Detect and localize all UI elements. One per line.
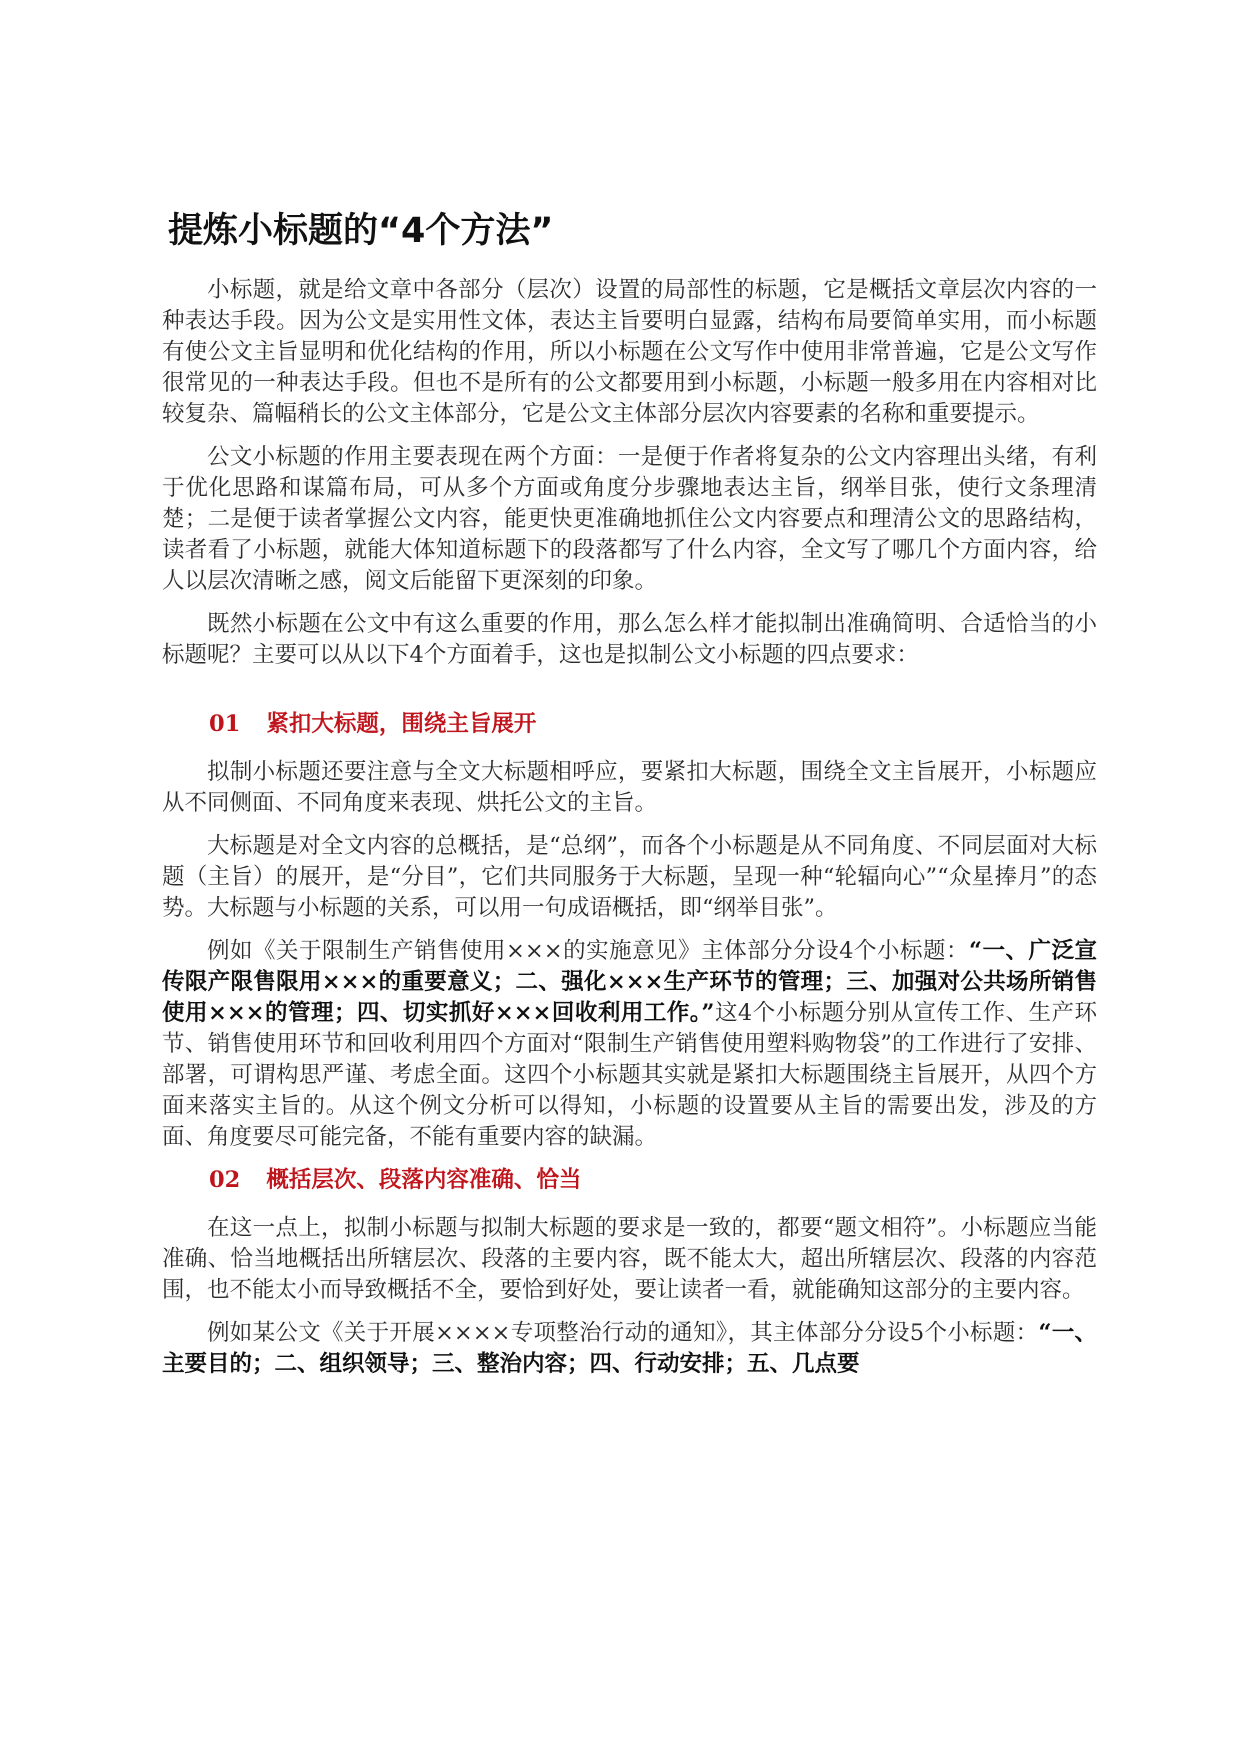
document-title: 提炼小标题的“4个方法”: [168, 211, 554, 251]
section-2-paragraph-2: [162, 1318, 1097, 1380]
section-1-example-subtitles: “一、广泛宣传限产限售限用×××的重要意义；二、强化×××生产环节的管理；三、加强对公共场所销售使用×××的管理；四、切实抓好×××回收利用工作。”: [162, 938, 1097, 1026]
section-2-heading-text: 概括层次、段落内容准确、恰当: [266, 1167, 582, 1193]
section-1-heading: [162, 709, 1097, 739]
intro-paragraph-3: 既然小标题在公文中有这么重要的作用，那么怎么样才能拟制出准确简明、合适恰当的小标题呢？主要可以从以下4个方面着手，这也是拟制公文小标题的四点要求：: [162, 611, 1097, 668]
section-1-heading-text: 紧扣大标题，围绕主旨展开: [266, 711, 537, 737]
section-1-paragraph-2: 大标题是对全文内容的总概括，是“总纲”，而各个小标题是从不同角度、不同层面对大标题（主旨）的展开，是“分目”，它们共同服务于大标题，呈现一种“轮辐向心”“众星捧月”的态势。大标题与小标题的关系，可以用一句成语概括，即“纲举目张”。: [162, 833, 1097, 921]
section-2-paragraph-2-lead: 例如某公文《关于开展××××专项整治行动的通知》，其主体部分分设5个小标题：: [207, 1320, 1039, 1346]
section-2-number: 02: [209, 1167, 241, 1193]
section-1-paragraph-3: [162, 936, 1097, 1153]
section-1-paragraph-1: 拟制小标题还要注意与全文大标题相呼应，要紧扣大标题，围绕全文主旨展开，小标题应从不同侧面、不同角度来表现、烘托公文的主旨。: [162, 759, 1097, 816]
section-1-paragraph-3-tail: 这4个小标题分别从宣传工作、生产环节、销售使用环节和回收利用四个方面对“限制生产销售使用塑料购物袋”的工作进行了安排、部署，可谓构思严谨、考虑全面。这四个小标题其实就是紧扣大标题围绕主旨展开，从四个方面来落实主旨的。从这个例文分析可以得知，小标题的设置要从主旨的需要出发，涉及的方面、角度要尽可能完备，不能有重要内容的缺漏。: [162, 1000, 1097, 1150]
section-2-paragraph-1: 在这一点上，拟制小标题与拟制大标题的要求是一致的，都要“题文相符”。小标题应当能准确、恰当地概括出所辖层次、段落的主要内容，既不能太大，超出所辖层次、段落的内容范围，也不能太小而导致概括不全，要恰到好处，要让读者一看，就能确知这部分的主要内容。: [162, 1215, 1097, 1303]
section-2-example-subtitles: “一、主要目的；二、组织领导；三、整治内容；四、行动安排；五、几点要: [162, 1320, 1097, 1377]
section-1-number: 01: [209, 711, 241, 737]
intro-paragraph-1: 小标题，就是给文章中各部分（层次）设置的局部性的标题，它是概括文章层次内容的一种表达手段。因为公文是实用性文体，表达主旨要明白显露，结构布局要简单实用，而小标题有使公文主旨显明和优化结构的作用，所以小标题在公文写作中使用非常普遍，它是公文写作很常见的一种表达手段。但也不是所有的公文都要用到小标题，小标题一般多用在内容相对比较复杂、篇幅稍长的公文主体部分，它是公文主体部分层次内容要素的名称和重要提示。: [162, 277, 1097, 427]
section-2-heading: [162, 1165, 1097, 1195]
section-1-paragraph-3-lead: 例如《关于限制生产销售使用×××的实施意见》主体部分分设4个小标题：: [207, 938, 970, 964]
document-page: [162, 205, 1097, 1392]
intro-paragraph-2: 公文小标题的作用主要表现在两个方面：一是便于作者将复杂的公文内容理出头绪，有利于优化思路和谋篇布局，可从多个方面或角度分步骤地表达主旨，纲举目张，使行文条理清楚；二是便于读者掌握公文内容，能更快更准确地抓住公文内容要点和理清公文的思路结构，读者看了小标题，就能大体知道标题下的段落都写了什么内容，全文写了哪几个方面内容，给人以层次清晰之感，阅文后能留下更深刻的印象。: [162, 444, 1097, 594]
